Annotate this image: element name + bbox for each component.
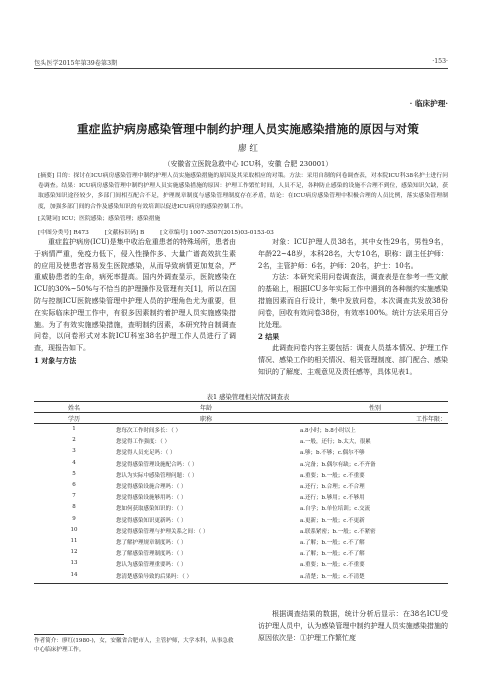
table-row-options: a.还行；b.合理；c.不合理 bbox=[300, 484, 365, 490]
page-number: ·153· bbox=[432, 58, 448, 65]
journal-header: 包头医学2015年第39卷第3期 bbox=[34, 60, 118, 67]
table-row-options: a.更新；b.一般；c.不更新 bbox=[300, 517, 365, 524]
conclusion-paragraph: 根据调查结果的数据，统计分析后显示：在38名ICU受访护理人员中，认为感染管理中制约护理人员实施感染措施的原因依次是：①护理工作繁忙度 bbox=[258, 610, 448, 642]
table-row-number: 7 bbox=[72, 493, 76, 500]
table-row-question: 您每次工作时间多长：（ ） bbox=[116, 428, 181, 434]
table-row-options: a.还行；b.够用；c.不够用 bbox=[300, 495, 365, 502]
table-row-number: 2 bbox=[72, 437, 76, 444]
table-row-number: 4 bbox=[72, 459, 76, 466]
table-header-title: 职称 bbox=[199, 416, 212, 423]
table-row-number: 12 bbox=[70, 549, 78, 556]
table-row-options: a.自学；b.单位培训；c.交流 bbox=[300, 506, 371, 513]
table-row-question: 您觉得感染管理设施配合吗：（ ） bbox=[116, 461, 198, 468]
table-row-question: 您觉得感染管理与护理关系之间：（ ） bbox=[116, 528, 209, 535]
table-row-options: a.一般，还行；b.太大，很累 bbox=[300, 439, 371, 446]
method-paragraph: 方法：本研究采用问卷调查法，调查表是在参考一些文献的基础上，根据ICU多年实际工作中遇到的各种制约实施感染措施因素而自行设计，集中发放问卷，本次调查共发放38份问卷，回收有效问卷38份，有效率100%。统计方法采用百分比处理。 bbox=[258, 273, 448, 329]
table-header-years: 工作年限： bbox=[415, 416, 446, 423]
table-row-number: 10 bbox=[70, 526, 78, 533]
table-row-number: 11 bbox=[70, 538, 78, 544]
table-row-question: 您了解护理规章制度吗：（ ） bbox=[116, 540, 187, 546]
table-row-options: a.重要；b.一般；c.不重要 bbox=[300, 562, 365, 569]
conclusion-column bbox=[258, 609, 448, 644]
affiliation: （安徽省立医院急救中心 ICU科，安徽 合肥 230001） bbox=[163, 160, 333, 168]
table-header-education: 学历 bbox=[67, 416, 80, 423]
table-row-options: a.完备；b.偶尔有缺；c.不齐备 bbox=[300, 461, 376, 468]
keywords: [关键词] ICU；医院感染；感染管理；感染措施 bbox=[38, 216, 161, 222]
author-footnote: 作者简介：廖红(1980-)，女，安徽省合肥市人，主管护师，大学本科，从事急救中心临床护理工作。 bbox=[34, 638, 234, 653]
right-column bbox=[258, 237, 448, 379]
table-row-options: a.够；b.不够；c.偶尔不够 bbox=[300, 450, 365, 457]
abstract: [摘要] 目的：探讨在ICU病房感染管理中制约护理人员实施感染措施的原因及其采取相应的对策。方法：采用自制的问卷调查表，对本院ICU科38名护士进行问卷调查。结果：ICU病房感染管理中制约护理人员实施感染措施的原因：护理工作繁忙时间，人员不足，各种防止感染的设施不合理不到位，感染知识欠缺，获取感染知识途径较少，多部门间相互配合不足，护理规章制度与感染管理制度存在矛盾，结论：在ICU病房感染管理中积极合理的人员比例，落实感染管理制度，加强多部门间的合作及感染知识的有效培训以促进ICU病房的感染控制工作。 bbox=[38, 173, 448, 210]
table-row-question: 您清楚感染导致的后果吗：（ ） bbox=[116, 573, 192, 580]
table-row-number: 1 bbox=[72, 426, 76, 432]
table-row-options: a.了解；b.一般；c.不了解 bbox=[300, 540, 365, 546]
table-header-sex: 性别 bbox=[368, 405, 381, 412]
table-row-number: 3 bbox=[72, 448, 76, 455]
paper-title: 重症监护病房感染管理中制约护理人员实施感染措施的原因与对策 bbox=[76, 122, 420, 136]
table-row-number: 14 bbox=[70, 571, 78, 578]
table-row-question: 您觉得人员充足吗：（ ） bbox=[116, 450, 176, 457]
table-row-question: 您认为实际中感染管理问题：（ ） bbox=[116, 472, 198, 479]
table-header-rule-1 bbox=[34, 412, 448, 413]
table-row-question: 您觉得工作强度：（ ） bbox=[116, 439, 170, 446]
table-row-number: 13 bbox=[70, 560, 78, 567]
document-code: [文献标识码] B bbox=[104, 230, 145, 236]
left-column bbox=[34, 237, 236, 367]
heading-methods: 1 对象与方法 bbox=[34, 355, 77, 365]
header-rule bbox=[34, 68, 448, 69]
table-row-number: 5 bbox=[72, 470, 76, 477]
table-header-rule-2 bbox=[34, 423, 448, 424]
section-label: · 临床护理· bbox=[410, 98, 448, 109]
table-row-options: a.联系紧密；b.一般；c.不紧密 bbox=[300, 528, 376, 535]
table-row-question: 您如何获取感染知识的：（ ） bbox=[116, 506, 187, 513]
table-row-options: a.了解；b.一般；c.不了解 bbox=[300, 551, 365, 558]
table-caption: 表1 感染管理相关情况调查表 bbox=[206, 393, 290, 401]
table-header-age: 年龄 bbox=[199, 405, 212, 412]
author: 廖 红 bbox=[238, 144, 258, 154]
results-paragraph: 此调查问卷内容主要包括：调查人员基本情况、护理工作情况、感染工作的相关情况、相关管理制度、部门配合、感染知识的了解度、主观意见及责任感等，具体见表1。 bbox=[258, 344, 448, 376]
table-row-question: 您了解感染管理制度吗：（ ） bbox=[116, 551, 187, 558]
table-row-question: 您觉得感染设施合理吗：（ ） bbox=[116, 484, 187, 490]
table-top-rule bbox=[34, 401, 448, 402]
classification-meta bbox=[38, 227, 458, 236]
subjects-paragraph: 对象：ICU护理人员38名，其中女性29名，男性9名，年龄22~48岁，本科28名，大专10名，职称：副主任护师：2名，主管护师：6名，护师：20名，护士：10名。 bbox=[258, 238, 448, 270]
table-row-options: a.重要；b.一般；c.不重要 bbox=[300, 472, 365, 479]
table-bottom-rule bbox=[34, 583, 448, 584]
table-row-question: 您认为感染管理重要吗：（ ） bbox=[116, 562, 187, 569]
table-row-number: 9 bbox=[72, 515, 76, 522]
footnote-rule bbox=[34, 634, 124, 635]
table-row-number: 8 bbox=[72, 504, 76, 511]
table-row-options: a.清楚；b.一般；c.不清楚 bbox=[300, 573, 365, 580]
table-row-question: 您觉得感染设施够用吗：（ ） bbox=[116, 495, 187, 502]
article-number: [文章编号] 1007-3507(2015)03-0153-03 bbox=[160, 230, 274, 236]
clc-number: [中图分类号] R473 bbox=[38, 230, 89, 236]
intro-paragraph: 重症监护病房(ICU)是集中收治危重患者的特殊场所，患者由于病情严重，免疫力低下，侵入性操作多、大量广谱高效抗生素的应用及使患者容易发生医院感染，从而导致病情更加复杂，严重威胁患者的生命，病死率提高。国内外调查显示，医院感染在ICU的30%~50%与不恰当的护理操作及管理有关[1]，所以在国防与控制ICU医院感染管理中护理人员的护理角色尤为重要，但在实际临床护理工作中，有很多因素制约着护理人员实施感染措施。为了有效实施感染措施，查明制约因素，本研究特自制调查问卷，以问卷形式对本院ICU科室38名护理工作人员进行了调查，现报告如下。 bbox=[34, 238, 236, 353]
table-header-name: 姓名 bbox=[67, 405, 80, 412]
table-row-options: a.8小时；b.8小时以上 bbox=[300, 428, 356, 434]
heading-results: 2 结果 bbox=[258, 332, 280, 342]
table-row-question: 您觉得感染知识更新吗：（ ） bbox=[116, 517, 187, 524]
table-row-number: 6 bbox=[72, 482, 76, 488]
